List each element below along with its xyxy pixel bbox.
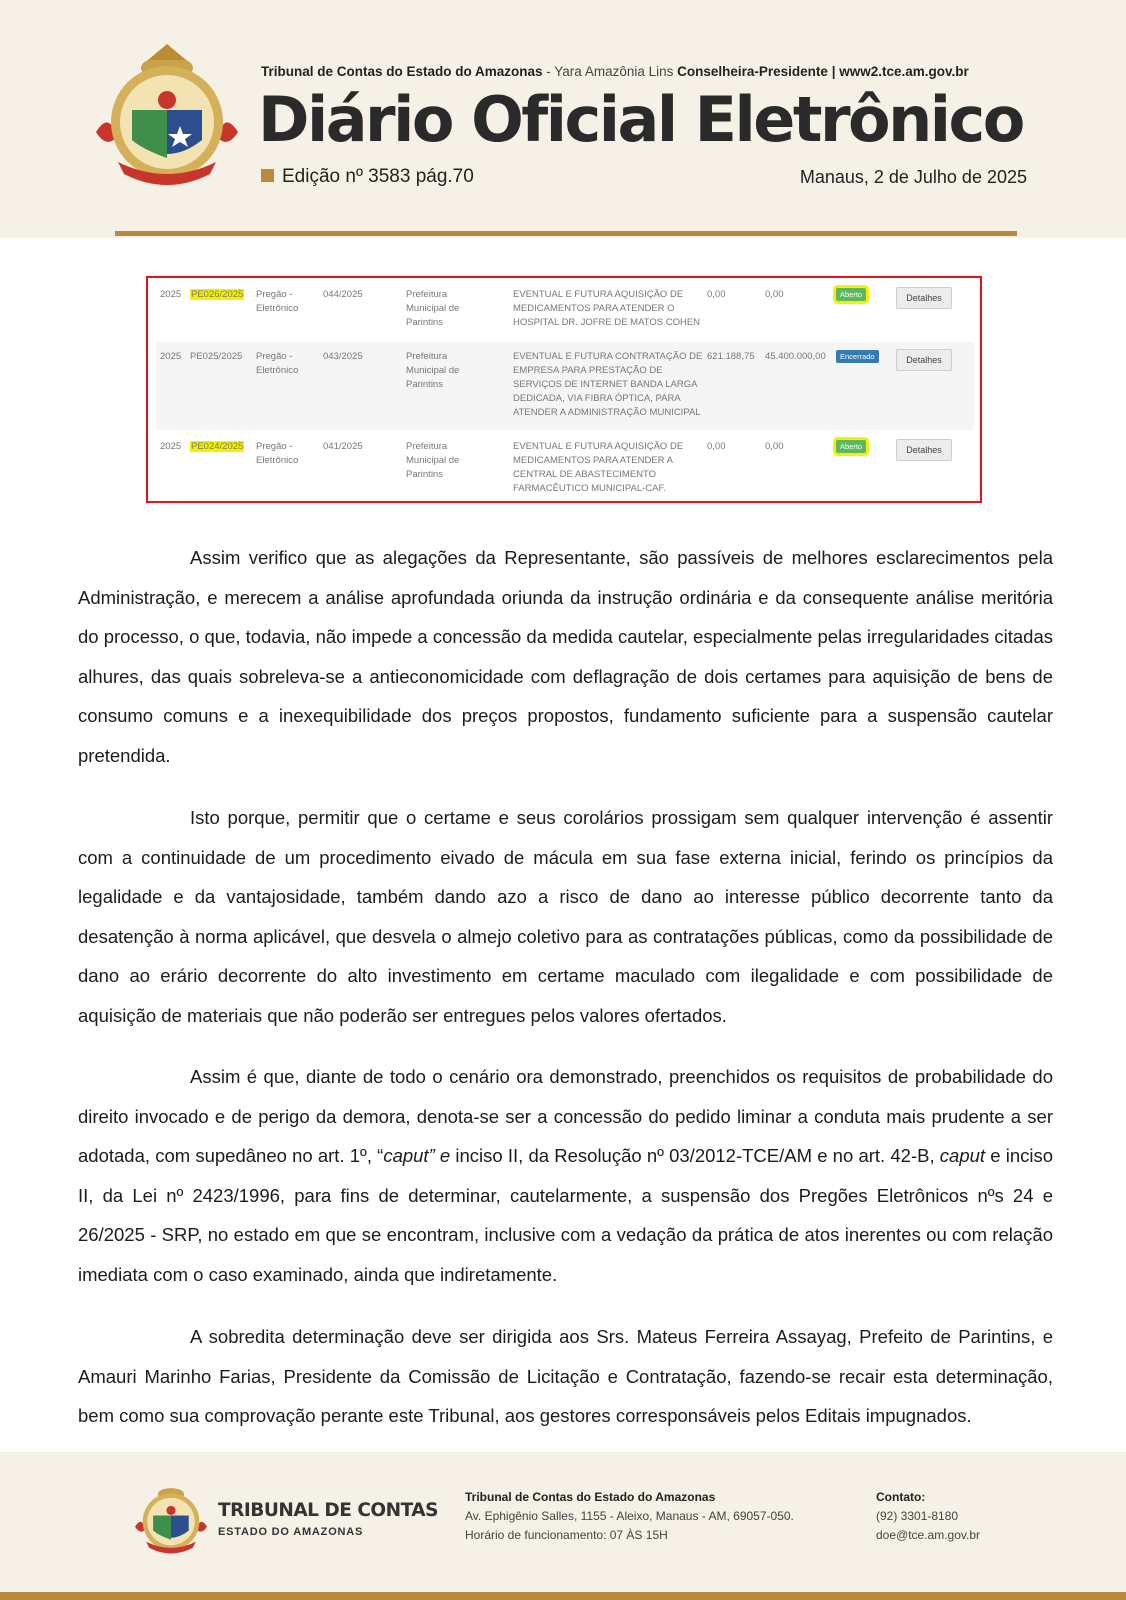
edition-text: Edição nº 3583 pág.70 bbox=[282, 166, 474, 187]
paragraph-3-text-c: inciso II, da Resolução nº 03/2012-TCE/AM e no art. 42-B, bbox=[450, 1145, 940, 1166]
row-year: 2025 bbox=[160, 351, 182, 362]
row-year: 2025 bbox=[160, 441, 182, 452]
row-number: 043/2025 bbox=[323, 351, 363, 362]
row-code-text: PE026/2025 bbox=[191, 289, 244, 300]
footer-hours: Horário de funcionamento: 07 ÀS 15H bbox=[465, 1528, 668, 1542]
org-name: Tribunal de Contas do Estado do Amazonas bbox=[261, 64, 543, 79]
row-code-text: PE024/2025 bbox=[191, 441, 244, 452]
footer-brand-subtitle: ESTADO DO AMAZONAS bbox=[218, 1526, 364, 1538]
publication-date: Manaus, 2 de Julho de 2025 bbox=[799, 167, 1027, 187]
row-value-estimated: 0,00 bbox=[707, 441, 726, 452]
row-org: Prefeitura Municipal de Parintins bbox=[406, 289, 460, 328]
site-url: www2.tce.am.gov.br bbox=[839, 64, 969, 79]
edition-square-icon bbox=[261, 169, 274, 182]
row-value-total: 0,00 bbox=[765, 289, 784, 300]
header-tagline bbox=[261, 64, 969, 79]
footer-phone: (92) 3301-8180 bbox=[876, 1509, 959, 1523]
row-mode: Pregão - Eletrônico bbox=[256, 289, 299, 314]
paragraph-3-text-e: e inciso II, da Lei nº 2423/1996, para fins de determinar, cautelarmente, a suspensão dos Pregões Eletrônicos nºs 24 e 26/2025 - SRP, no estado em que se encontram, inclusive com a vedação da prática de atos inerentes ou com relação imediata com o caso examinado, ainda que indiretamente. bbox=[78, 1145, 1054, 1285]
paragraph-4-text: A sobredita determinação deve ser dirigida aos Srs. Mateus Ferreira Assayag, Prefeito de Parintins, e Amauri Marinho Farias, Presidente da Comissão de Licitação e Contratação, fazendo-se recair esta determinação, bem como sua comprovação perante este Tribunal, aos gestores corresponsáveis pelos Editais impugnados. bbox=[78, 1326, 1053, 1426]
details-button[interactable]: Detalhes bbox=[896, 349, 952, 371]
table-row bbox=[156, 432, 974, 496]
header-divider bbox=[115, 231, 1017, 236]
row-code bbox=[190, 440, 244, 454]
row-mode: Pregão - Eletrônico bbox=[256, 351, 299, 376]
paragraph-3-text-a: Assim é que, diante de todo o cenário ora demonstrado, preenchidos os requisitos de probabilidade do direito invocado e de perigo da demora, denota-se ser a concessão do pedido liminar a conduta mais prudente a ser adotada, com supedâneo no art. 1º, “ bbox=[78, 1066, 1053, 1166]
president-role: Conselheira-Presidente bbox=[673, 64, 828, 79]
row-value-estimated: 621.188,75 bbox=[707, 351, 755, 362]
row-object: EVENTUAL E FUTURA AQUISIÇÃO DE MEDICAMENTOS PARA ATENDER A CENTRAL DE ABASTECIMENTO FARMACÊUTICO MUNICIPAL-CAF. bbox=[513, 441, 684, 494]
footer-address bbox=[465, 1488, 794, 1545]
row-year: 2025 bbox=[160, 289, 182, 300]
row-code bbox=[190, 288, 244, 302]
procurement-table-screenshot bbox=[146, 276, 982, 503]
details-button[interactable]: Detalhes bbox=[896, 439, 952, 461]
edition-line bbox=[261, 166, 474, 188]
row-org: Prefeitura Municipal de Parintins bbox=[406, 441, 460, 480]
row-value-estimated: 0,00 bbox=[707, 289, 726, 300]
footer-email-link[interactable]: doe@tce.am.gov.br bbox=[876, 1528, 981, 1542]
table-row bbox=[156, 280, 974, 342]
row-number: 041/2025 bbox=[323, 441, 363, 452]
president-name: Yara Amazônia Lins bbox=[554, 64, 674, 79]
row-number: 044/2025 bbox=[323, 289, 363, 300]
status-badge: Aberto bbox=[836, 288, 866, 301]
row-object: EVENTUAL E FUTURA CONTRATAÇÃO DE EMPRESA PARA PRESTAÇÃO DE SERVIÇOS DE INTERNET BANDA LARGA DEDICADA, VIA FIBRA ÓPTICA, PARA ATENDER A ADMINISTRAÇÃO MUNICIPAL bbox=[513, 351, 703, 418]
paragraph-3-caput-1: caput” e bbox=[383, 1145, 451, 1166]
paragraph-1 bbox=[78, 538, 1053, 775]
row-mode: Pregão - Eletrônico bbox=[256, 441, 299, 466]
paragraph-1-text: Assim verifico que as alegações da Representante, são passíveis de melhores esclarecimentos pela Administração, e merecem a análise aprofundada oriunda da instrução ordinária e da consequente análise meritória do processo, o que, todavia, não impede a concessão da medida cautelar, especialmente pelas irregularidades citadas alhures, das quais sobreleva-se a antieconomicidade com deflagração de dois certames para aquisição de bens de consumo comuns e a inexequibilidade dos preços propostos, fundamento suficiente para a suspensão cautelar pretendida. bbox=[78, 547, 1053, 766]
tagline-sep: - bbox=[542, 64, 555, 79]
row-value-total: 0,00 bbox=[765, 441, 784, 452]
status-badge: Aberto bbox=[836, 440, 866, 453]
paragraph-4 bbox=[78, 1317, 1053, 1436]
publication-title: Diário Oficial Eletrônico bbox=[258, 83, 1023, 156]
footer-contact-title: Contato: bbox=[876, 1490, 926, 1504]
row-code: PE025/2025 bbox=[190, 351, 243, 362]
row-org: Prefeitura Municipal de Parintins bbox=[406, 351, 460, 390]
paragraph-3 bbox=[78, 1057, 1053, 1294]
row-object: EVENTUAL E FUTURA AQUISIÇÃO DE MEDICAMENTOS PARA ATENDER O HOSPITAL DR. JOFRE DE MATOS COHEN bbox=[513, 289, 701, 328]
paragraph-3-caput-2: caput bbox=[939, 1145, 986, 1166]
paragraph-2 bbox=[78, 798, 1053, 1035]
footer-contact bbox=[876, 1488, 980, 1545]
footer-bar bbox=[0, 1592, 1126, 1600]
paragraph-2-text: Isto porque, permitir que o certame e seus corolários prossigam sem qualquer intervenção é assentir com a continuidade de um procedimento eivado de mácula em sua fase externa inicial, ferindo os princípios da legalidade e da vantajosidade, também dando azo a risco de dano ao interesse público decorrente tanto da desatenção à norma aplicável, que desvela o almejo coletivo para as contratações públicas, como da possibilidade de dano ao erário decorrente do alto investimento em certame maculado com ilegalidade e com possibilidade de aquisição de materiais que não poderão ser entregues pelos valores ofertados. bbox=[78, 807, 1053, 1026]
tce-am-seal-icon bbox=[88, 40, 246, 190]
footer-address-title: Tribunal de Contas do Estado do Amazonas bbox=[465, 1490, 716, 1504]
site-sep: | bbox=[827, 64, 840, 79]
footer-brand-title: TRIBUNAL DE CONTAS bbox=[218, 1500, 438, 1521]
details-button[interactable]: Detalhes bbox=[896, 287, 952, 309]
tce-am-seal-icon bbox=[131, 1480, 211, 1556]
status-badge: Encerrado bbox=[836, 350, 879, 363]
table-row bbox=[156, 342, 974, 430]
row-value-total: 45.400.000,00 bbox=[765, 351, 826, 362]
footer-address-line: Av. Ephigênio Salles, 1155 - Aleixo, Manaus - AM, 69057-050. bbox=[465, 1509, 794, 1523]
